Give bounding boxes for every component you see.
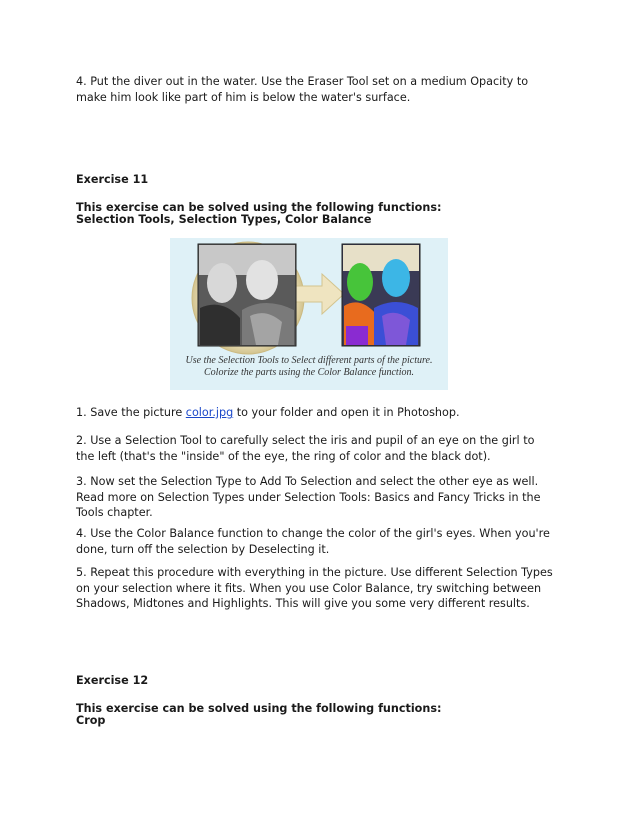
figure-caption-line-1: Use the Selection Tools to Select different parts of the picture. bbox=[185, 355, 433, 366]
exercise-11-step-4: 4. Use the Color Balance function to change the color of the girl's eyes. When you're done, turn off the selection by Deselecting it. bbox=[76, 527, 550, 556]
exercise-11-title: Exercise 11 bbox=[76, 173, 149, 186]
step-1-prefix: 1. Save the picture bbox=[76, 406, 186, 419]
step-1-suffix: to your folder and open it in Photoshop. bbox=[233, 406, 460, 419]
grayscale-photo bbox=[198, 244, 296, 346]
color-jpg-link[interactable]: color.jpg bbox=[185, 406, 234, 419]
intro-step-4: 4. Put the diver out in the water. Use the Eraser Tool set on a medium Opacity to make him look like part of him is below the water's surface. bbox=[76, 75, 529, 104]
exercise-11-step-2: 2. Use a Selection Tool to carefully select the iris and pupil of an eye on the girl to the left (that's the "inside" of the eye, the ring of color and the black dot). bbox=[76, 434, 535, 463]
exercise-12-functions-list: Crop bbox=[76, 714, 106, 727]
exercise-11-step-1 bbox=[76, 405, 556, 421]
exercise-11-step-3: 3. Now set the Selection Type to Add To Selection and select the other eye as well. Read more on Selection Types under Selection Tools: Basics and Fancy Tricks in the Tools chapter. bbox=[76, 475, 541, 519]
exercise-12-title: Exercise 12 bbox=[76, 674, 149, 687]
figure-caption-line-2: Colorize the parts using the Color Balance function. bbox=[204, 367, 414, 378]
exercise-12-functions-intro: This exercise can be solved using the following functions: bbox=[76, 702, 442, 715]
exercise-11-functions-intro: This exercise can be solved using the following functions: bbox=[76, 201, 442, 214]
colorize-figure bbox=[170, 238, 448, 390]
exercise-11-step-5: 5. Repeat this procedure with everything in the picture. Use different Selection Types on your selection where it fits. When you use Color Balance, try switching between Shadows, Midtones and Highlights. This will give you some very different results. bbox=[76, 566, 553, 610]
exercise-11-functions-list: Selection Tools, Selection Types, Color Balance bbox=[76, 213, 372, 226]
colorized-photo bbox=[342, 244, 420, 346]
